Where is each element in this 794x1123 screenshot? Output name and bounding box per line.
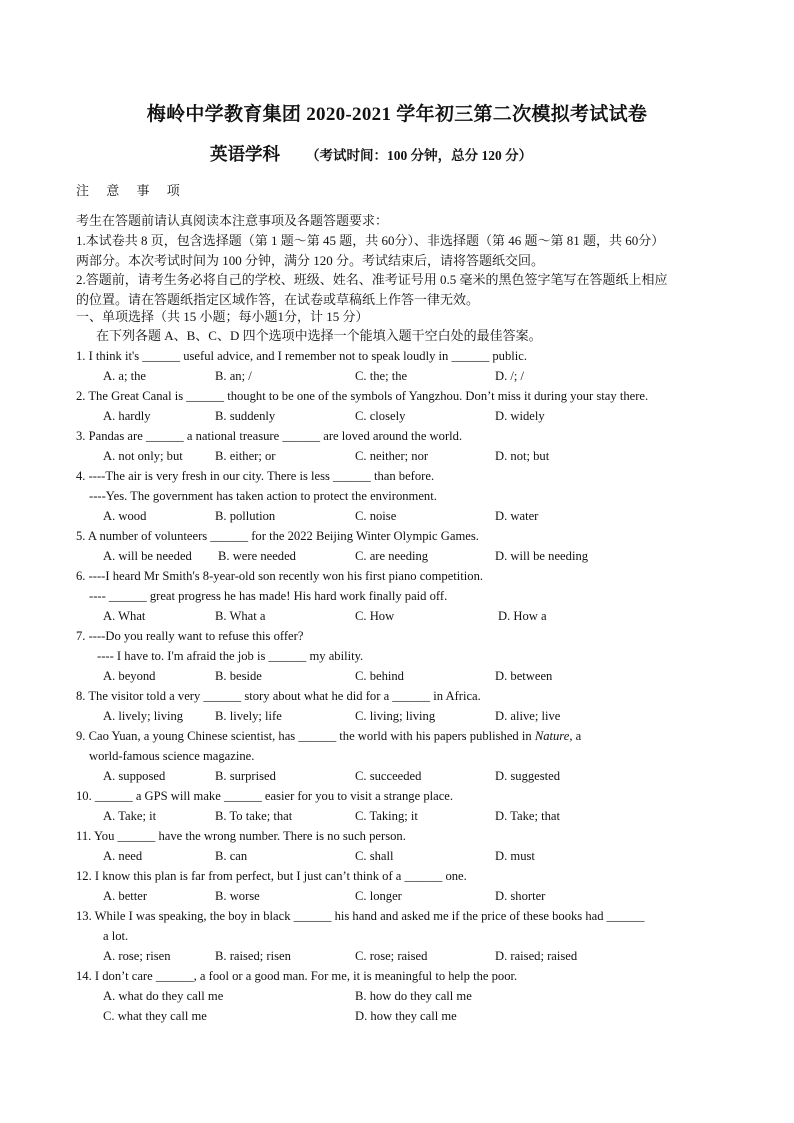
section-instruction: 在下列各题 A、B、C、D 四个选项中选择一个能填入题干空白处的最佳答案。 — [96, 328, 542, 343]
option-c: C. rose; raised — [355, 949, 428, 963]
option-b: B. lively; life — [215, 709, 282, 723]
question-stem: 6. ----I heard Mr Smith's 8-year-old son recently won his first piano competition. — [76, 569, 484, 583]
option-b: B. suddenly — [215, 409, 276, 423]
option-d: D. not; but — [495, 449, 550, 463]
question-stem: 14. I don’t care ______, a fool or a good man. For me, it is meaningful to help the poor. — [76, 969, 518, 983]
notice-item-2-line-2: 的位置。请在答题纸指定区域作答，在试卷或草稿纸上作答一律无效。 — [76, 292, 480, 307]
option-a: A. better — [103, 889, 148, 903]
option-c: C. How — [355, 609, 395, 623]
option-c: C. what they call me — [103, 1009, 207, 1023]
option-c: C. shall — [355, 849, 394, 863]
option-b: B. an; / — [215, 369, 252, 383]
option-c: C. are needing — [355, 549, 429, 563]
option-c: C. closely — [355, 409, 406, 423]
exam-title: 梅岭中学教育集团 2020-2021 学年初三第二次模拟考试试卷 — [146, 104, 648, 125]
option-a: A. supposed — [103, 769, 166, 783]
question-stem: 2. The Great Canal is ______ thought to be one of the symbols of Yangzhou. Don’t miss it during your stay there. — [76, 389, 649, 403]
notice-intro: 考生在答题前请认真阅读本注意事项及各题答题要求： — [76, 213, 389, 228]
option-d: D. raised; raised — [495, 949, 578, 963]
exam-subtitle — [210, 141, 532, 166]
question-stem: 12. I know this plan is far from perfect, but I just can’t think of a ______ one. — [76, 869, 467, 883]
option-b: B. how do they call me — [355, 989, 472, 1003]
option-a: A. what do they call me — [103, 989, 224, 1003]
time-info: （考试时间：100 分钟，总分 120 分） — [306, 148, 533, 163]
question-stem-continued: a lot. — [103, 929, 129, 943]
option-a: A. lively; living — [103, 709, 184, 723]
option-a: A. hardly — [103, 409, 151, 423]
option-a: A. Take; it — [103, 809, 157, 823]
question-stem: 7. ----Do you really want to refuse this offer? — [76, 629, 304, 643]
question-stem-reply: ---- I have to. I'm afraid the job is ______ my ability. — [97, 649, 364, 663]
option-b: B. beside — [215, 669, 262, 683]
option-a: A. wood — [103, 509, 147, 523]
option-c: C. living; living — [355, 709, 436, 723]
option-c: C. noise — [355, 509, 397, 523]
question-stem: 11. You ______ have the wrong number. There is no such person. — [76, 829, 406, 843]
option-b: B. What a — [215, 609, 266, 623]
question-stem-text: 9. Cao Yuan, a young Chinese scientist, has ______ the world with his papers published in — [76, 729, 532, 743]
subject-label: 英语学科 — [210, 144, 280, 164]
question-stem-continued: world-famous science magazine. — [89, 749, 255, 763]
option-a: A. What — [103, 609, 146, 623]
option-b: B. surprised — [215, 769, 276, 783]
option-d: D. must — [495, 849, 535, 863]
option-a: A. beyond — [103, 669, 156, 683]
section-heading: 一、单项选择（共 15 小题；每小题1分，计 15 分） — [76, 309, 369, 324]
question-stem: 3. Pandas are ______ a national treasure ______ are loved around the world. — [76, 429, 463, 443]
option-a: A. not only; but — [103, 449, 183, 463]
option-b: B. either; or — [215, 449, 276, 463]
option-d: D. Take; that — [495, 809, 560, 823]
notice-item-2-line-1: 2.答题前，请考生务必将自己的学校、班级、姓名、准考证号用 0.5 毫米的黑色签字笔写在答题纸上相应 — [76, 272, 668, 287]
question-stem: 5. A number of volunteers ______ for the 2022 Beijing Winter Olympic Games. — [76, 529, 479, 543]
question-stem: 10. ______ a GPS will make ______ easier for you to visit a strange place. — [76, 789, 454, 803]
option-b: B. worse — [215, 889, 260, 903]
question-stem: 13. While I was speaking, the boy in black ______ his hand and asked me if the price of these books had ______ — [76, 909, 645, 923]
option-d: D. how they call me — [355, 1009, 457, 1023]
question-stem — [76, 726, 721, 746]
option-d: D. How a — [498, 609, 547, 623]
option-c: C. longer — [355, 889, 402, 903]
option-b: B. pollution — [215, 509, 276, 523]
question-stem: 4. ----The air is very fresh in our city. There is less ______ than before. — [76, 469, 435, 483]
option-c: C. the; the — [355, 369, 408, 383]
option-d: D. alive; live — [495, 709, 561, 723]
option-d: D. between — [495, 669, 553, 683]
question-stem-reply: ---- ______ great progress he has made! His hard work finally paid off. — [89, 589, 448, 603]
option-c: C. Taking; it — [355, 809, 418, 823]
option-b: B. To take; that — [215, 809, 293, 823]
option-b: B. raised; risen — [215, 949, 291, 963]
option-b: B. were needed — [218, 549, 296, 563]
option-d: D. suggested — [495, 769, 561, 783]
option-d: D. /; / — [495, 369, 525, 383]
question-stem-reply: ----Yes. The government has taken action to protect the environment. — [89, 489, 437, 503]
question-stem: 1. I think it's ______ useful advice, and I remember not to speak loudly in ______ public. — [76, 349, 528, 363]
question-stem: 8. The visitor told a very ______ story about what he did for a ______ in Africa. — [76, 689, 481, 703]
option-c: C. behind — [355, 669, 404, 683]
notice-heading: 注 意 事 项 — [76, 183, 187, 198]
option-d: D. shorter — [495, 889, 546, 903]
option-d: D. widely — [495, 409, 545, 423]
notice-item-1-line-1: 1.本试卷共 8 页，包含选择题（第 1 题～第 45 题，共 60分）、非选择题（第 46 题～第 81 题，共 60分） — [76, 233, 665, 248]
option-c: C. succeeded — [355, 769, 422, 783]
magazine-name: Nature — [534, 729, 570, 743]
option-d: D. will be needing — [495, 549, 589, 563]
option-d: D. water — [495, 509, 539, 523]
question-stem-text-end: , a — [569, 729, 582, 743]
option-a: A. will be needed — [103, 549, 192, 563]
notice-item-1-line-2: 两部分。本次考试时间为 100 分钟，满分 120 分。考试结束后，请将答题纸交回。 — [76, 253, 545, 268]
option-a: A. need — [103, 849, 143, 863]
option-b: B. can — [215, 849, 248, 863]
option-a: A. a; the — [103, 369, 147, 383]
option-a: A. rose; risen — [103, 949, 171, 963]
option-c: C. neither; nor — [355, 449, 429, 463]
